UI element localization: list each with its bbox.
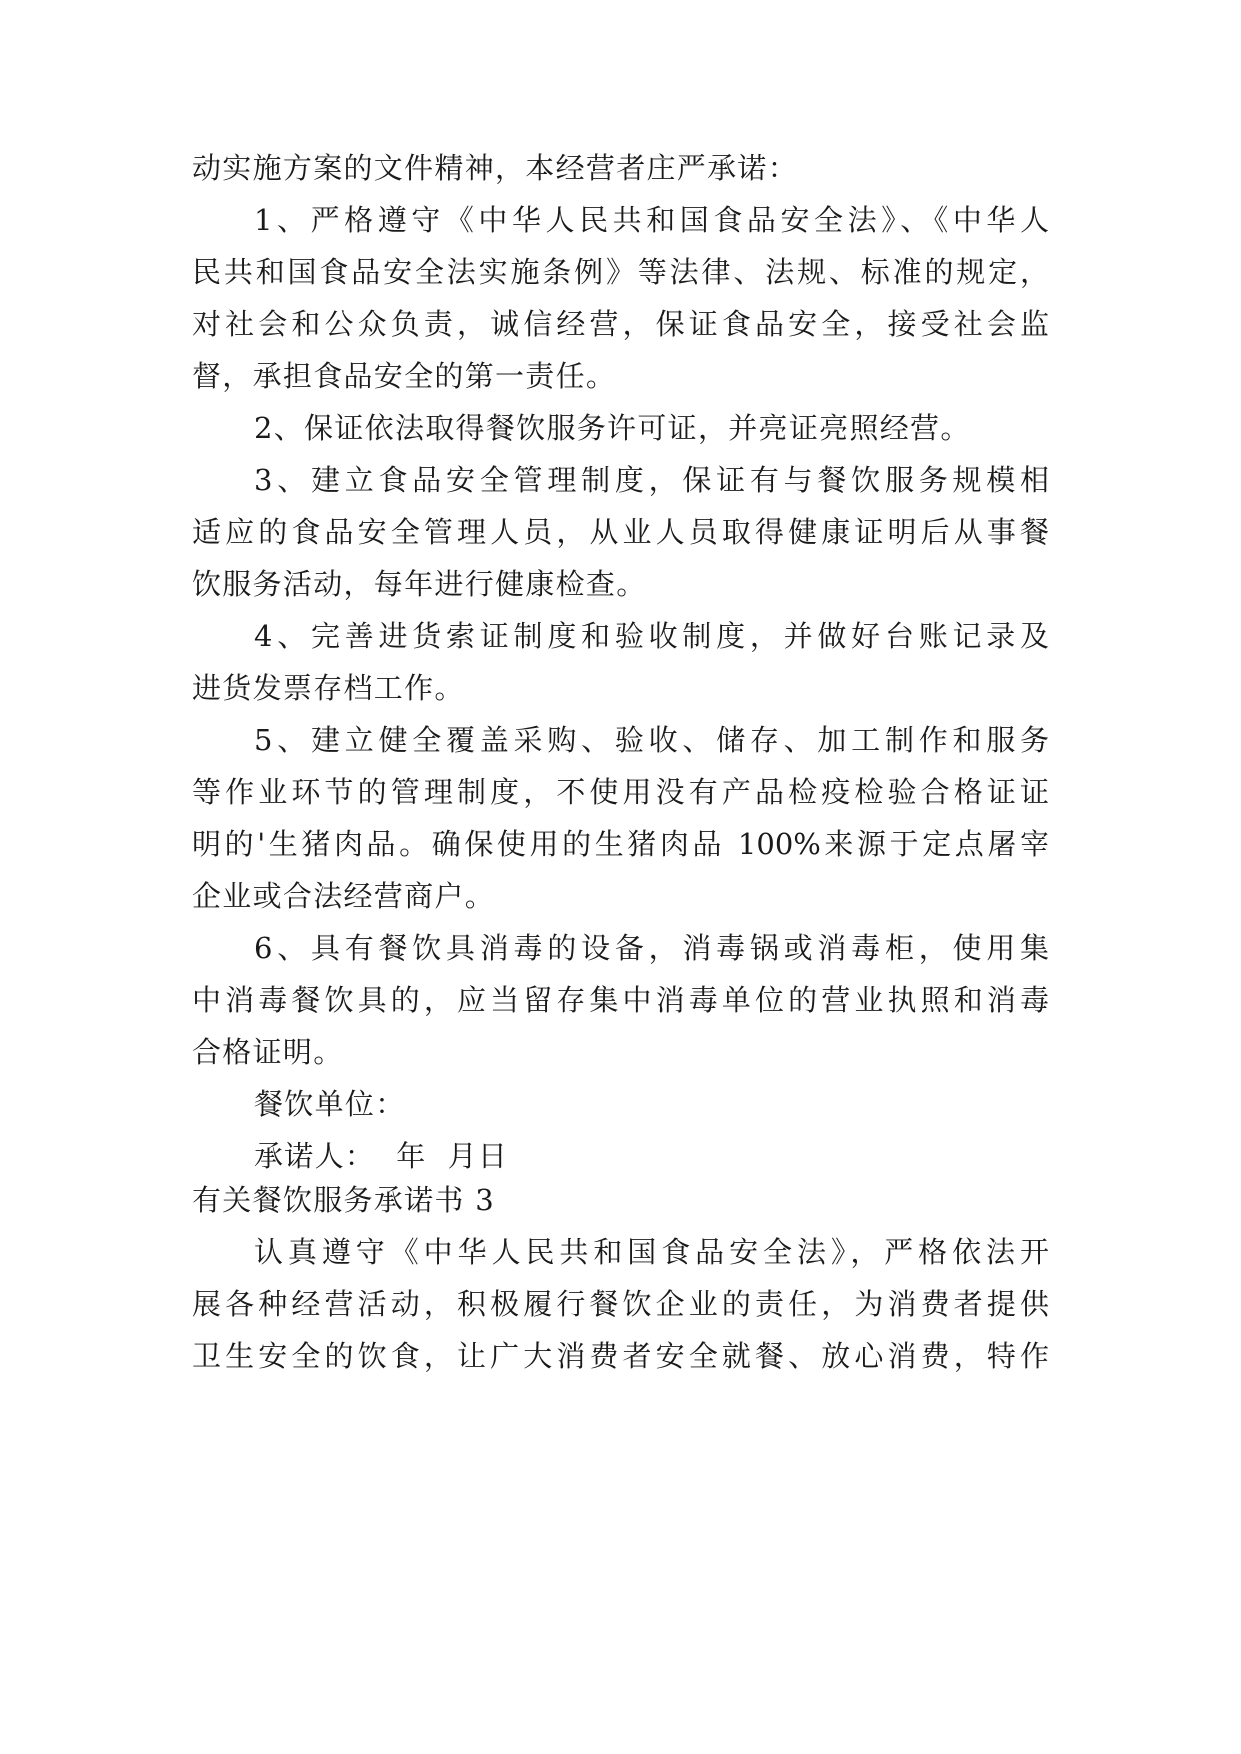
paragraph-line: 5、建立健全覆盖采购、验收、储存、加工制作和服务 [254, 723, 1049, 757]
paragraph-line: 6、具有餐饮具消毒的设备，消毒锅或消毒柜，使用集 [254, 931, 1049, 965]
paragraph-line: 2、保证依法取得餐饮服务许可证，并亮证亮照经营。 [254, 411, 971, 445]
paragraph-line: 中消毒餐饮具的，应当留存集中消毒单位的营业执照和消毒 [192, 983, 1049, 1017]
paragraph-line: 适应的食品安全管理人员，从业人员取得健康证明后从事餐 [192, 515, 1049, 549]
paragraph-line: 4、完善进货索证制度和验收制度，并做好台账记录及 [254, 619, 1049, 653]
paragraph-line: 等作业环节的管理制度，不使用没有产品检疫检验合格证证 [192, 775, 1049, 809]
signature-date-label: 承诺人： 年 月日 [254, 1139, 509, 1173]
paragraph-line: 企业或合法经营商户。 [192, 879, 496, 913]
paragraph-line: 明的'生猪肉品。确保使用的生猪肉品 100%来源于定点屠宰 [192, 827, 1049, 861]
paragraph-line: 动实施方案的文件精神，本经营者庄严承诺： [192, 151, 799, 185]
section-title: 有关餐饮服务承诺书 3 [192, 1183, 495, 1217]
paragraph-line: 对社会和公众负责，诚信经营，保证食品安全，接受社会监 [192, 307, 1049, 341]
paragraph-line: 督，承担食品安全的第一责任。 [192, 359, 617, 393]
paragraph-line: 民共和国食品安全法实施条例》等法律、法规、标准的规定， [192, 255, 1049, 289]
paragraph-line: 合格证明。 [192, 1035, 344, 1069]
paragraph-line: 1、严格遵守《中华人民共和国食品安全法》、《中华人 [254, 203, 1049, 237]
signature-unit-label: 餐饮单位： [254, 1087, 406, 1121]
paragraph-line: 进货发票存档工作。 [192, 671, 465, 705]
paragraph-line: 饮服务活动，每年进行健康检查。 [192, 567, 647, 601]
paragraph-line: 认真遵守《中华人民共和国食品安全法》，严格依法开 [254, 1235, 1049, 1269]
paragraph-line: 3、建立食品安全管理制度，保证有与餐饮服务规模相 [254, 463, 1049, 497]
paragraph-line: 卫生安全的饮食，让广大消费者安全就餐、放心消费，特作 [192, 1339, 1049, 1373]
paragraph-line: 展各种经营活动，积极履行餐饮企业的责任，为消费者提供 [192, 1287, 1049, 1321]
